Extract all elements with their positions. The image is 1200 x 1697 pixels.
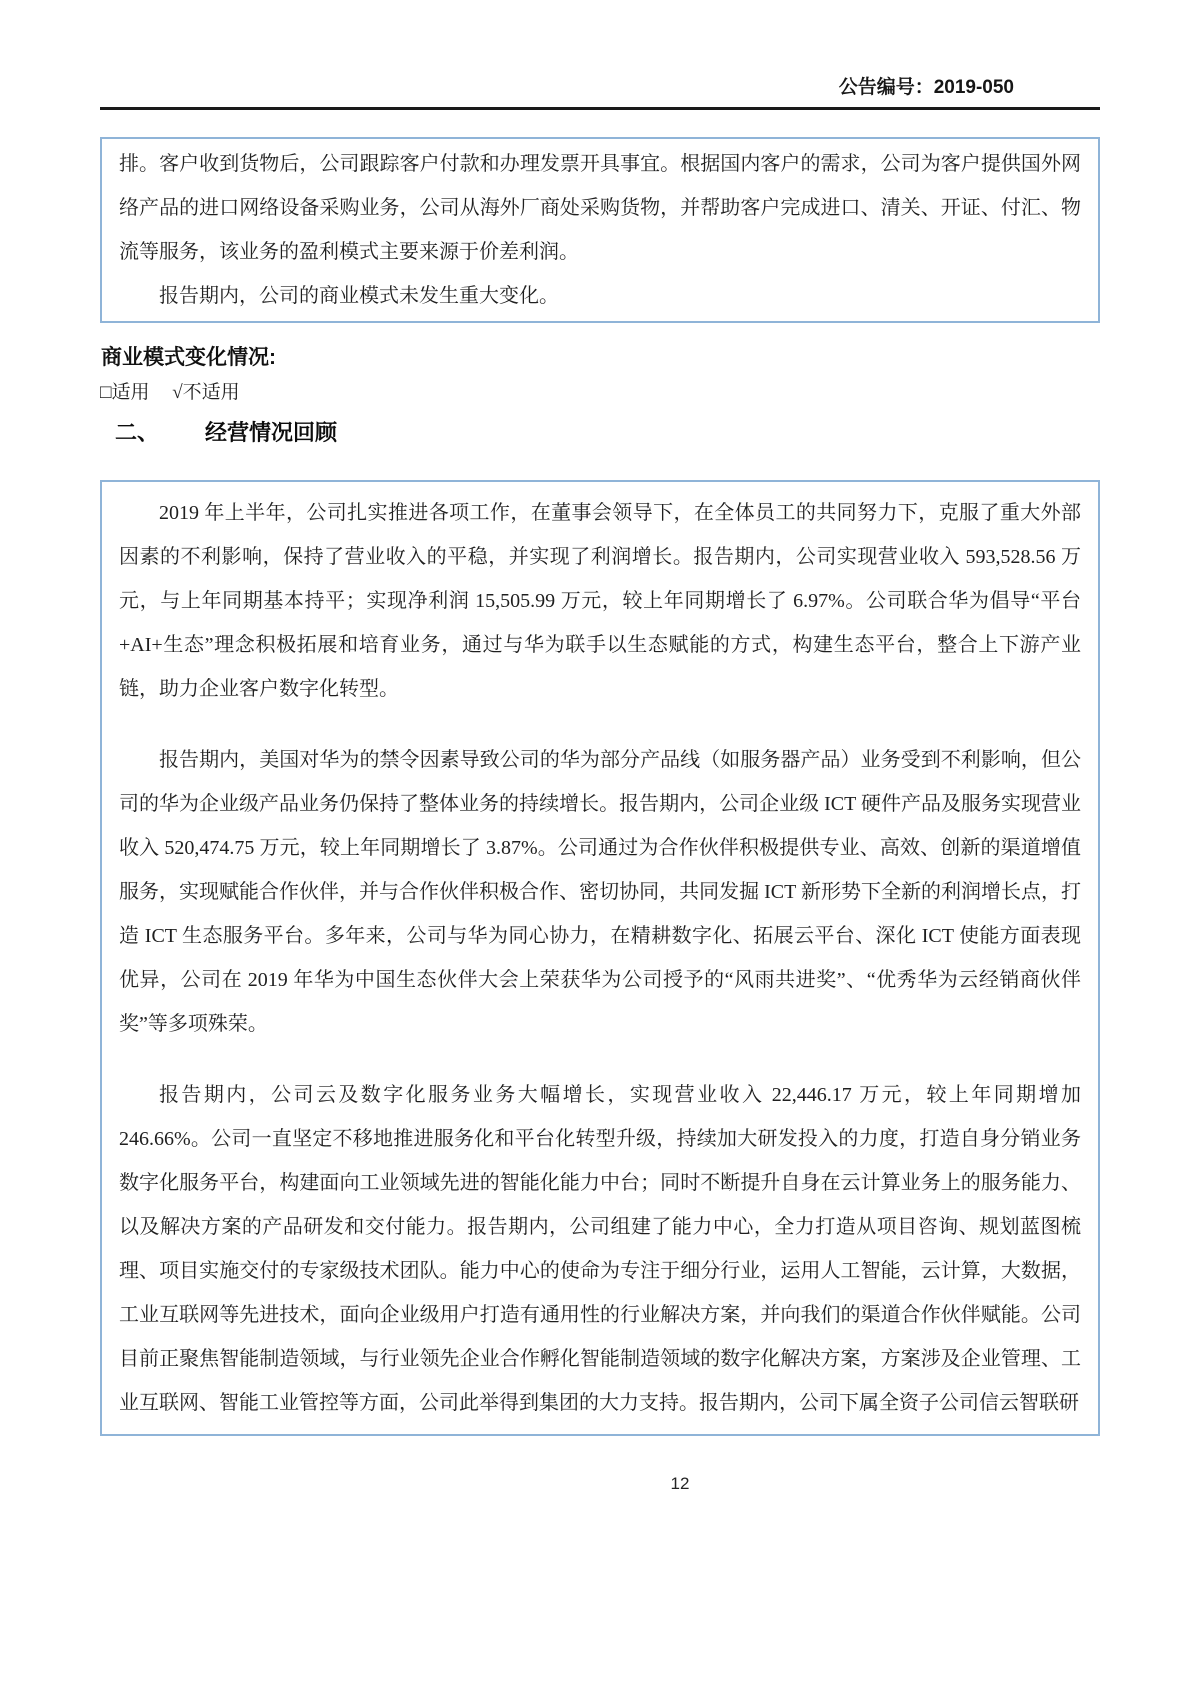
checkbox-applicable: □适用 xyxy=(100,382,150,403)
announcement-number: 公告编号：2019-050 xyxy=(838,77,1014,98)
business-model-summary: 报告期内，公司的商业模式未发生重大变化。 xyxy=(159,285,559,307)
operating-review-box xyxy=(100,480,1100,1436)
review-paragraph-cloud: 报告期内，公司云及数字化服务业务大幅增长，实现营业收入 22,446.17 万元，较上年同期增加 246.66%。公司一直坚定不移地推进服务化和平台化转型升级，持续加大研发投入的力度，打造自身分销业务数字化服务平台，构建面向工业领域先进的智能化能力中台；同时不断提升自身在云计算业务上的服务能力、以及解决方案的产品研发和交付能力。报告期内，公司组建了能力中心，全力打造从项目咨询、规划蓝图梳理、项目实施交付的专家级技术团队。能力中心的使命为专注于细分行业，运用人工智能，云计算，大数据，工业互联网等先进技术，面向企业级用户打造有通用性的行业解决方案，并向我们的渠道合作伙伴赋能。公司目前正聚焦智能制造领域，与行业领先企业合作孵化智能制造领域的数字化解决方案，方案涉及企业管理、工业互联网、智能工业管控等方面，公司此举得到集团的大力支持。报告期内，公司下属全资子公司信云智联研 xyxy=(119,1084,1081,1414)
page-footer xyxy=(100,1472,1100,1496)
section-heading-operating-review xyxy=(115,416,1100,450)
page-number: 12 xyxy=(670,1474,690,1493)
applicability-line xyxy=(100,379,1100,407)
section-number: 二、 xyxy=(115,420,160,445)
business-model-box xyxy=(100,137,1100,323)
review-paragraph-ict: 报告期内，美国对华为的禁令因素导致公司的华为部分产品线（如服务器产品）业务受到不利影响，但公司的华为企业级产品业务仍保持了整体业务的持续增长。报告期内，公司企业级 ICT 硬件产品及服务实现营业收入 520,474.75 万元，较上年同期增长了 3.87%。公司通过为合作伙伴积极提供专业、高效、创新的渠道增值服务，实现赋能合作伙伴，并与合作伙伴积极合作、密切协同，共同发掘 ICT 新形势下全新的利润增长点，打造 ICT 生态服务平台。多年来，公司与华为同心协力，在精耕数字化、拓展云平台、深化 ICT 使能方面表现优异，公司在 2019 年华为中国生态伙伴大会上荣获华为公司授予的“风雨共进奖”、“优秀华为云经销商伙伴奖”等多项殊荣。 xyxy=(119,749,1081,1035)
page-header xyxy=(100,0,1100,100)
section-title: 经营情况回顾 xyxy=(205,420,338,445)
review-paragraph-overall: 2019 年上半年，公司扎实推进各项工作，在董事会领导下，在全体员工的共同努力下，克服了重大外部因素的不利影响，保持了营业收入的平稳，并实现了利润增长。报告期内，公司实现营业收入 593,528.56 万元，与上年同期基本持平；实现净利润 15,505.99 万元，较上年同期增长了 6.97%。公司联合华为倡导“平台+AI+生态”理念积极拓展和培育业务，通过与华为联手以生态赋能的方式，构建生态平台，整合上下游产业链，助力企业客户数字化转型。 xyxy=(119,502,1081,700)
business-model-paragraph: 排。客户收到货物后，公司跟踪客户付款和办理发票开具事宜。根据国内客户的需求，公司为客户提供国外网络产品的进口网络设备采购业务，公司从海外厂商处采购货物，并帮助客户完成进口、清关、开证、付汇、物流等服务，该业务的盈利模式主要来源于价差利润。 xyxy=(119,153,1081,263)
change-status-heading: 商业模式变化情况: xyxy=(101,346,276,369)
checkbox-not-applicable: √不适用 xyxy=(172,382,240,403)
header-divider xyxy=(100,107,1100,110)
